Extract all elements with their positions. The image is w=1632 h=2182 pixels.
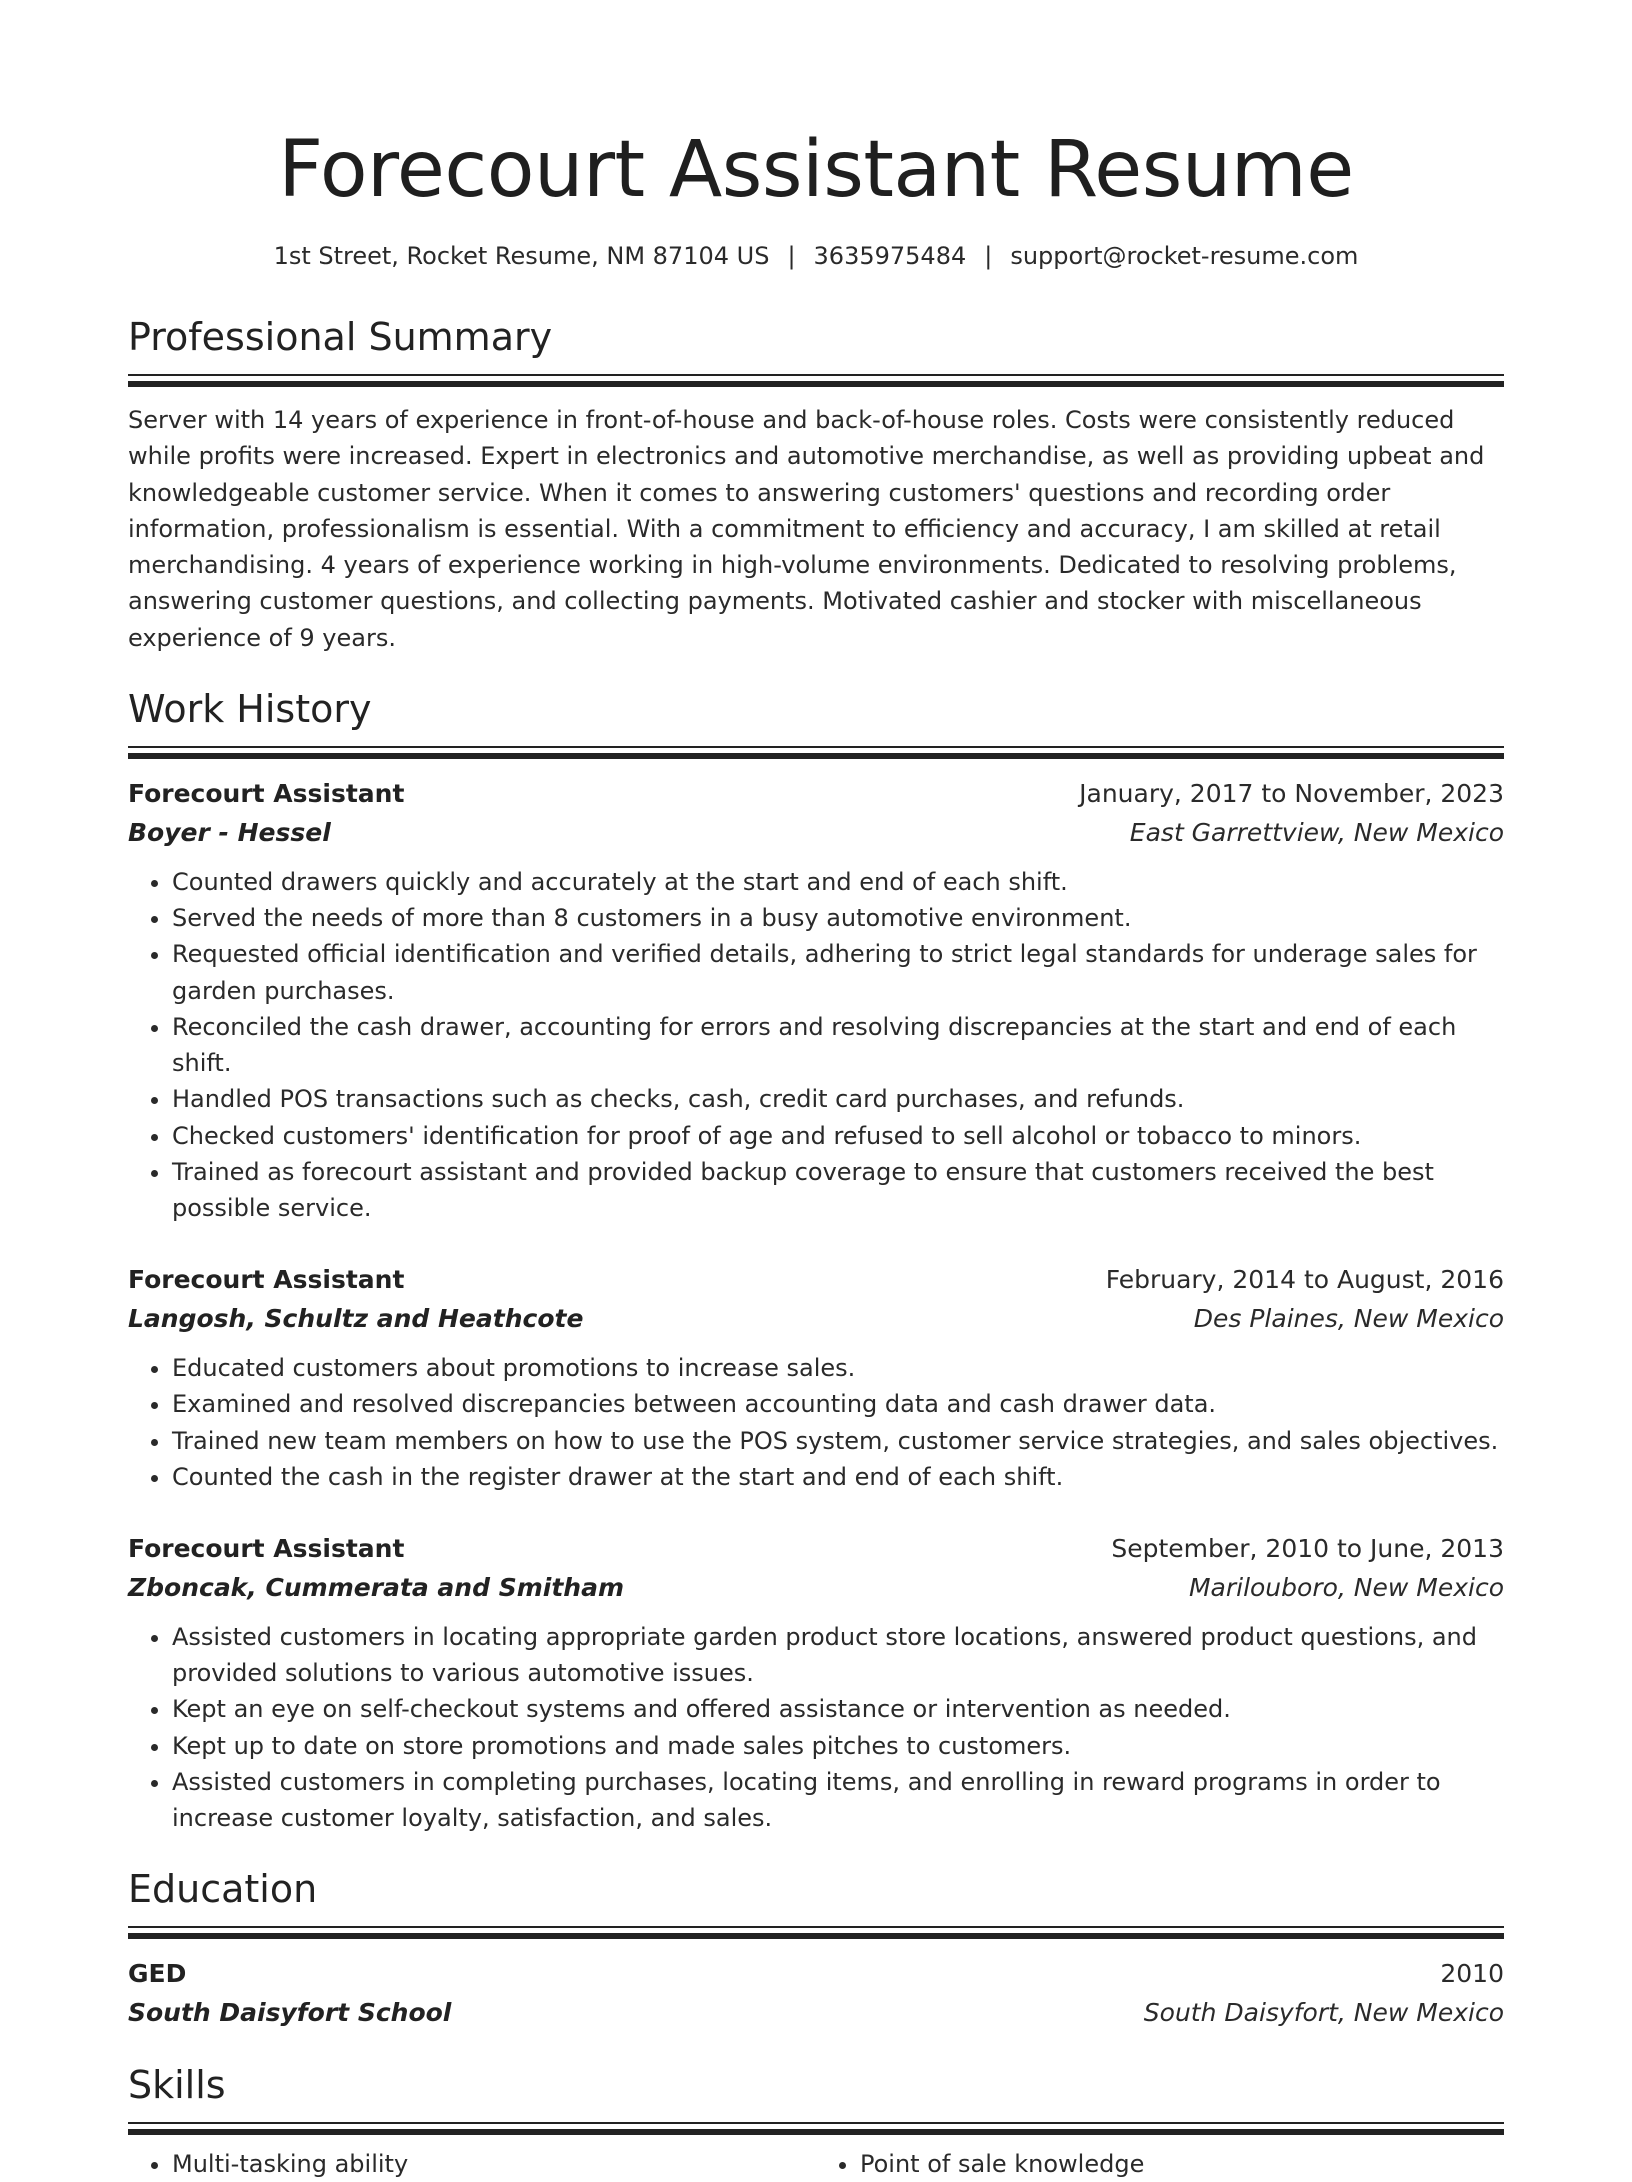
section-heading-skills: Skills bbox=[128, 2063, 226, 2108]
skill-item: • Point of sale knowledge bbox=[860, 2146, 1504, 2182]
summary-section bbox=[128, 314, 1504, 656]
contact-separator: | bbox=[984, 242, 993, 270]
job-duty: • Kept an eye on self-checkout systems and offered assistance or intervention as needed. bbox=[172, 1691, 1504, 1727]
resume-title: Forecourt Assistant Resume bbox=[278, 125, 1354, 215]
skills-column-left bbox=[128, 2146, 816, 2182]
job-duties bbox=[128, 864, 1504, 1226]
job-dates: January, 2017 to November, 2023 bbox=[1079, 779, 1504, 809]
contact-phone: 3635975484 bbox=[813, 242, 967, 270]
contact-address: 1st Street, Rocket Resume, NM 87104 US bbox=[273, 242, 770, 270]
job-entry bbox=[128, 774, 1504, 1226]
education-location: South Daisyfort, New Mexico bbox=[1143, 1998, 1504, 2028]
job-duty: • Reconciled the cash drawer, accounting for errors and resolving discrepancies at the start and end of each shift. bbox=[172, 1009, 1504, 1081]
skill-item: • Multi-tasking ability bbox=[172, 2146, 816, 2182]
job-location: Marilouboro, New Mexico bbox=[1188, 1572, 1504, 1602]
job-duty: • Checked customers' identification for proof of age and refused to sell alcohol or tobacco to minors. bbox=[172, 1118, 1504, 1154]
job-duty: • Assisted customers in completing purchases, locating items, and enrolling in reward programs in order to increase customer loyalty, satisfaction, and sales. bbox=[172, 1764, 1504, 1836]
education-degree: GED bbox=[128, 1959, 187, 1989]
job-location: Des Plaines, New Mexico bbox=[1193, 1304, 1504, 1334]
job-entry bbox=[128, 1529, 1504, 1836]
section-divider bbox=[128, 746, 1504, 760]
job-location: East Garrettview, New Mexico bbox=[1129, 818, 1504, 848]
job-duty: • Assisted customers in locating appropriate garden product store locations, answered product questions, and provided solutions to various automotive issues. bbox=[172, 1619, 1504, 1691]
job-title: Forecourt Assistant bbox=[128, 1265, 405, 1295]
job-duty: • Kept up to date on store promotions and made sales pitches to customers. bbox=[172, 1728, 1504, 1764]
job-dates: September, 2010 to June, 2013 bbox=[1111, 1533, 1504, 1563]
education-entry bbox=[128, 1954, 1504, 2032]
section-heading-education: Education bbox=[128, 1867, 318, 1912]
job-duty: • Requested official identification and verified details, adhering to strict legal standards for underage sales for garden purchases. bbox=[172, 936, 1504, 1008]
job-duty: • Served the needs of more than 8 customers in a busy automotive environment. bbox=[172, 900, 1504, 936]
job-dates: February, 2014 to August, 2016 bbox=[1105, 1265, 1504, 1295]
job-duty: • Trained new team members on how to use the POS system, customer service strategies, and sales objectives. bbox=[172, 1423, 1504, 1459]
job-duty: • Trained as forecourt assistant and provided backup coverage to ensure that customers received the best possible service. bbox=[172, 1154, 1504, 1226]
job-duty: • Educated customers about promotions to increase sales. bbox=[172, 1350, 1504, 1386]
work-history-section bbox=[128, 686, 1504, 1836]
job-duty: • Counted drawers quickly and accurately at the start and end of each shift. bbox=[172, 864, 1504, 900]
contact-line bbox=[128, 240, 1504, 272]
skills-section bbox=[128, 2062, 1504, 2182]
job-duty: • Examined and resolved discrepancies between accounting data and cash drawer data. bbox=[172, 1386, 1504, 1422]
job-duty: • Counted the cash in the register drawer at the start and end of each shift. bbox=[172, 1459, 1504, 1495]
education-section bbox=[128, 1866, 1504, 2032]
job-company: Zboncak, Cummerata and Smitham bbox=[128, 1572, 624, 1602]
section-heading-summary: Professional Summary bbox=[128, 315, 553, 359]
contact-separator: | bbox=[787, 242, 796, 270]
section-divider bbox=[128, 374, 1504, 388]
job-title: Forecourt Assistant bbox=[128, 779, 405, 809]
skills-list bbox=[128, 2146, 1504, 2182]
education-school: South Daisyfort School bbox=[128, 1998, 452, 2028]
summary-text: Server with 14 years of experience in front-of-house and back-of-house roles. Costs were consistently reduced while profits were increased. Expert in electronics and automotive merchandise, as well as providing upbeat and knowledgeable customer service. When it comes to answering customers' questions and recording order information, professionalism is essential. With a commitment to efficiency and accuracy, I am skilled at retail merchandising. 4 years of experience working in high-volume environments. Dedicated to resolving problems, answering customer questions, and collecting payments. Motivated cashier and stocker with miscellaneous experience of 9 years. bbox=[128, 406, 1485, 652]
section-heading-work: Work History bbox=[128, 687, 372, 732]
job-duties bbox=[128, 1350, 1504, 1495]
section-divider bbox=[128, 1926, 1504, 1940]
skills-column-right bbox=[816, 2146, 1504, 2182]
job-company: Langosh, Schultz and Heathcote bbox=[128, 1304, 584, 1334]
job-company: Boyer - Hessel bbox=[128, 818, 331, 848]
job-title: Forecourt Assistant bbox=[128, 1533, 405, 1563]
education-year: 2010 bbox=[1440, 1959, 1504, 1989]
contact-email: support@rocket-resume.com bbox=[1010, 242, 1359, 270]
job-entry bbox=[128, 1260, 1504, 1495]
job-duty: • Handled POS transactions such as checks, cash, credit card purchases, and refunds. bbox=[172, 1081, 1504, 1117]
section-divider bbox=[128, 2122, 1504, 2136]
job-duties bbox=[128, 1619, 1504, 1836]
